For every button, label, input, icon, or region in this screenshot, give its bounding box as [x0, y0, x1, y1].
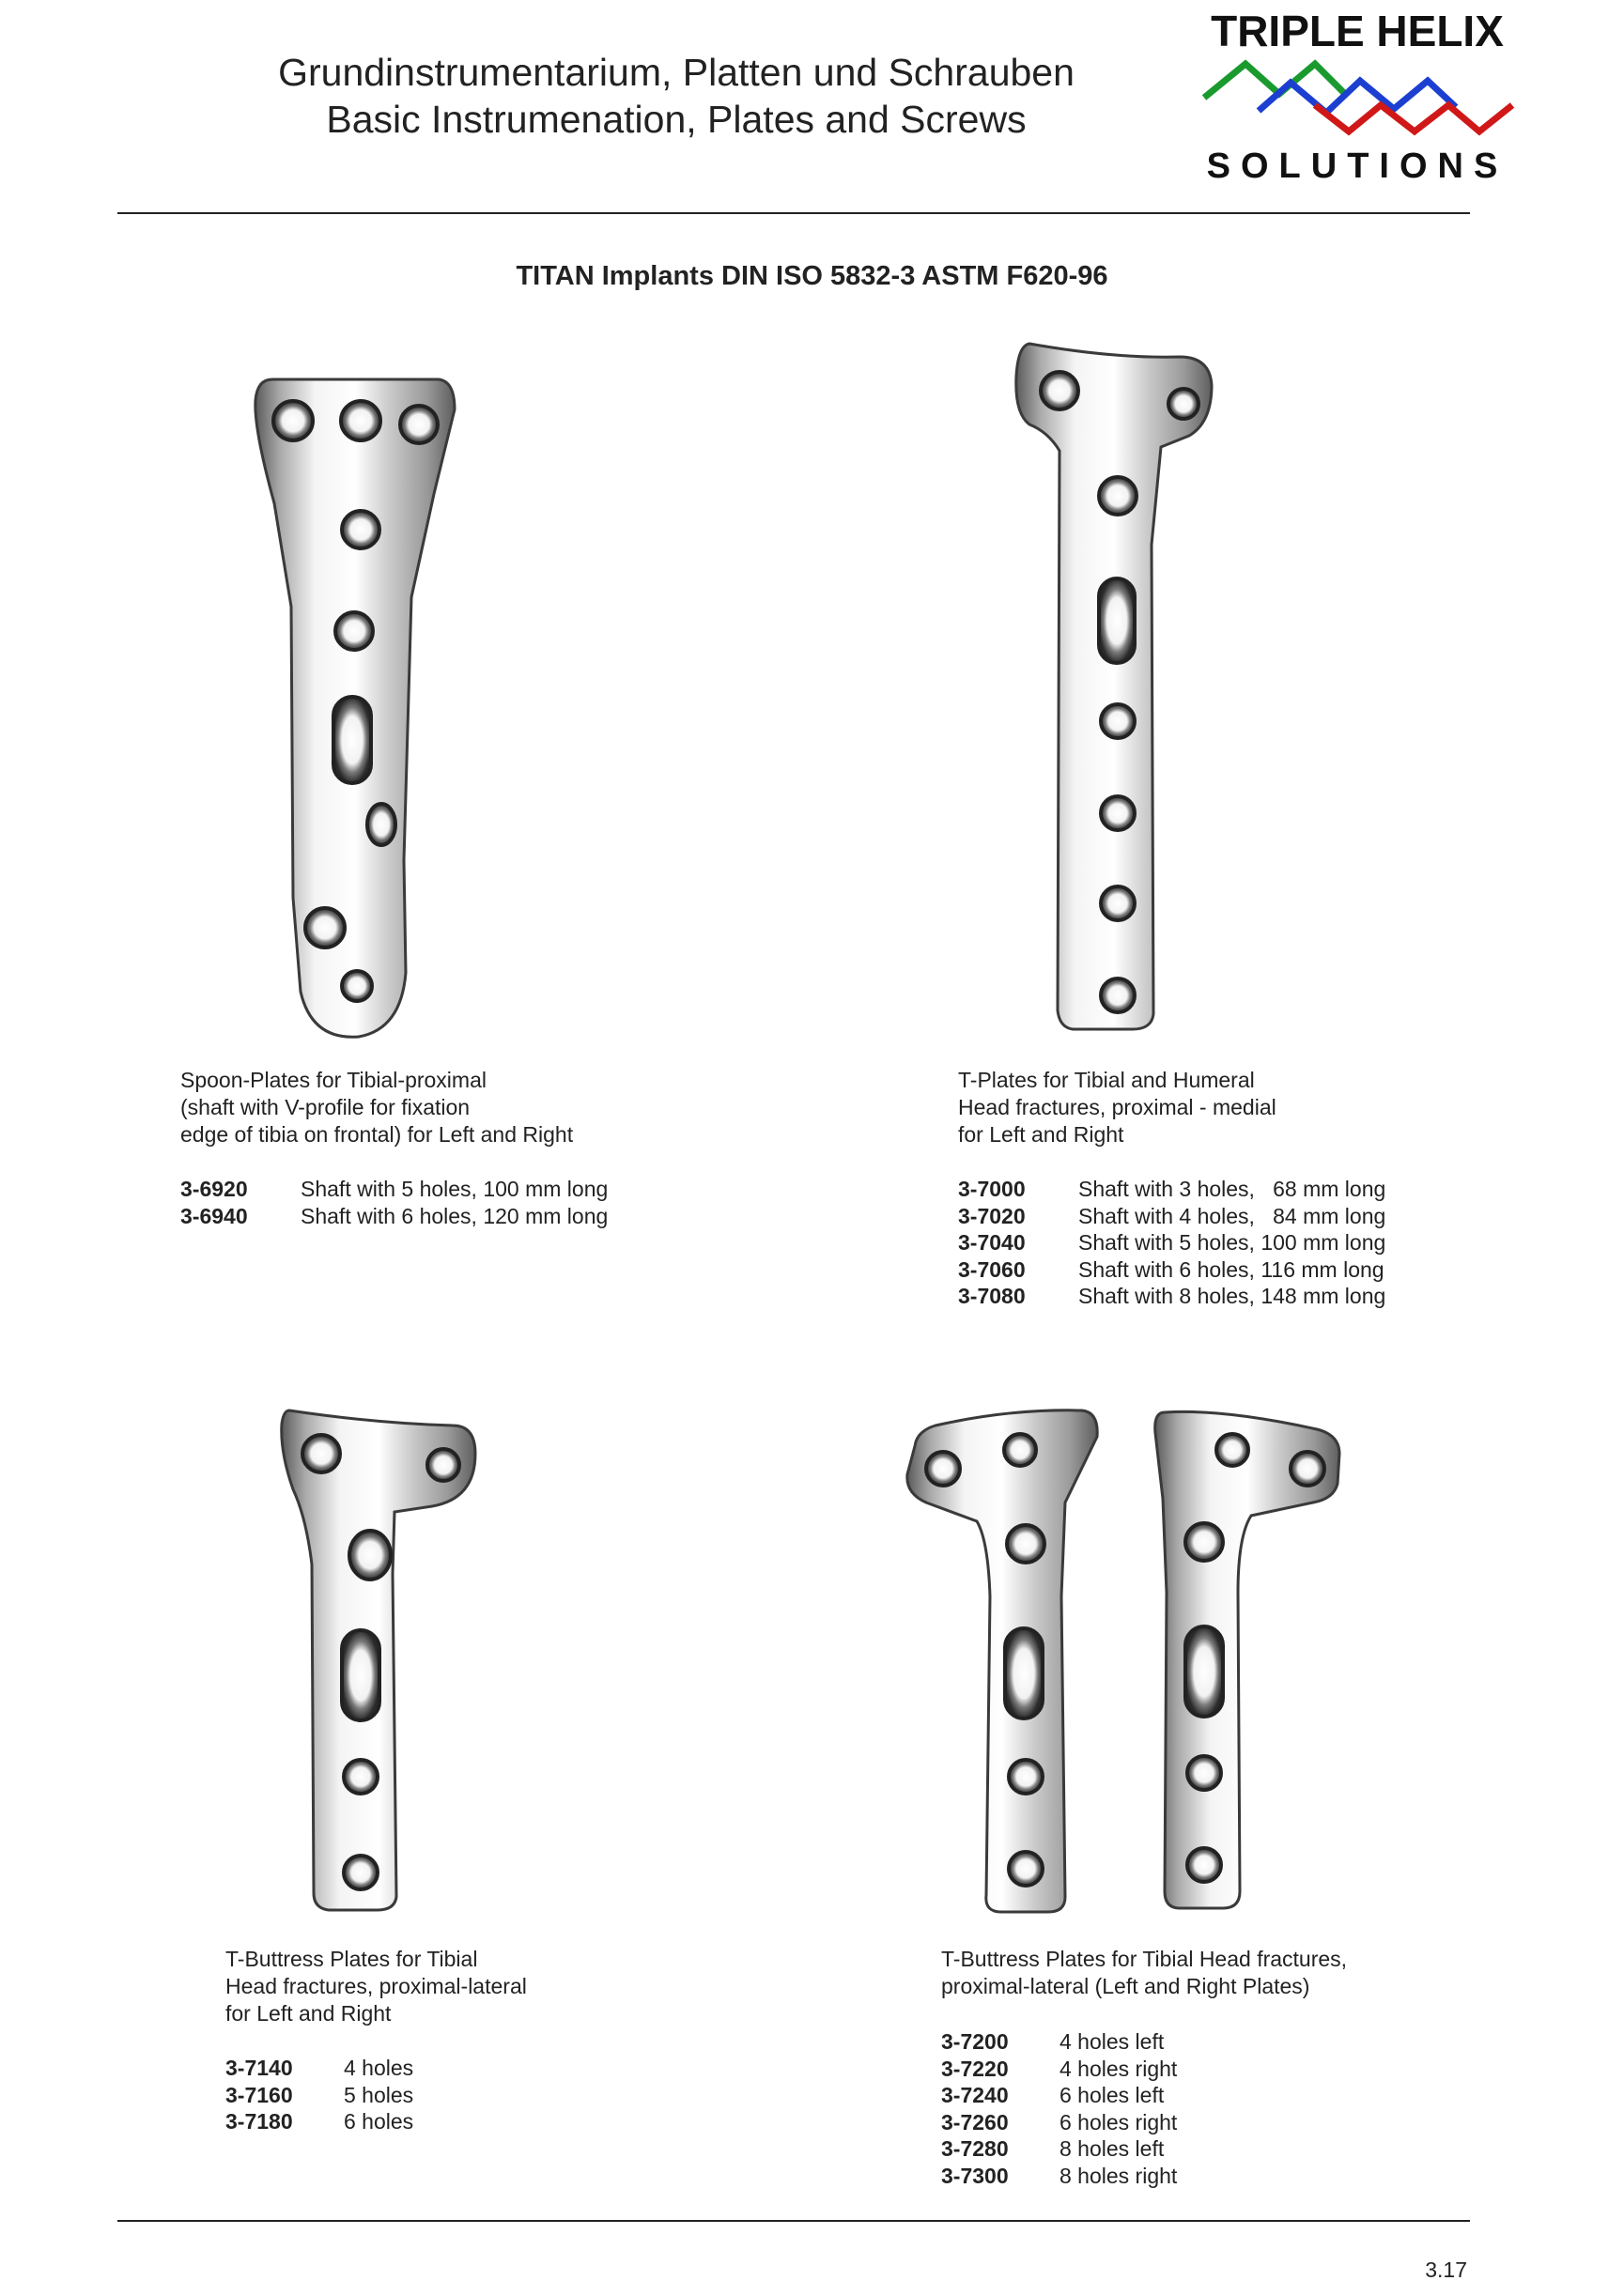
list-item: 3-7140 4 holes: [225, 2056, 414, 2080]
list-item: 3-7060 Shaft with 6 holes, 116 mm long: [958, 1256, 1384, 1282]
list-item: 3-7260 6 holes right: [941, 2109, 1178, 2134]
list-item: 3-6920 Shaft with 5 holes, 100 mm long: [180, 1177, 609, 1201]
list-item: 3-6940 Shaft with 6 holes, 120 mm long: [180, 1203, 609, 1228]
t-buttress-right-plate-image: [1148, 1405, 1354, 1912]
spoon-plate-image: [246, 372, 462, 1044]
t-plate-item-list: [958, 1176, 1385, 1310]
t-buttress-left-right-description: T-Buttress Plates for Tibial Head fractures, proximal-lateral (Left and Right Plates): [941, 1947, 1348, 1998]
footer-divider: [117, 2220, 1470, 2222]
list-item: 3-7080 Shaft with 8 holes, 148 mm long: [958, 1284, 1386, 1308]
logo-text-bottom: SOLUTIONS: [1206, 146, 1508, 186]
t-buttress-left-right-item-list: [941, 2028, 1177, 2189]
list-item: 3-7220 4 holes right: [941, 2056, 1178, 2081]
list-item: 3-7300 8 holes right: [941, 2163, 1178, 2188]
list-item: 3-7040 Shaft with 5 holes, 100 mm long: [958, 1230, 1386, 1255]
list-item: 3-7180 6 holes: [225, 2109, 414, 2134]
page-title: [216, 49, 1137, 143]
title-line-german: Grundinstrumentarium, Platten und Schrauben: [278, 51, 1075, 94]
header-divider: [117, 212, 1470, 214]
t-buttress-left-plate-image: [898, 1409, 1105, 1916]
section-subtitle: TITAN Implants DIN ISO 5832-3 ASTM F620-96: [516, 261, 1108, 291]
list-item: 3-7160 5 holes: [225, 2082, 414, 2107]
company-logo: [1193, 6, 1522, 193]
helix-logo-icon: [1193, 53, 1522, 146]
t-buttress-plate-description: T-Buttress Plates for Tibial Head fractures, proximal-lateral for Left and Right: [225, 1947, 527, 2026]
logo-text-top: TRIPLE HELIX: [1211, 7, 1504, 55]
list-item: 3-7000 Shaft with 3 holes, 68 mm long: [958, 1177, 1386, 1201]
spoon-plate-item-list: [180, 1176, 608, 1229]
list-item: 3-7020 Shaft with 4 holes, 84 mm long: [958, 1203, 1386, 1228]
list-item: 3-7280 8 holes left: [941, 2136, 1165, 2161]
title-line-english: Basic Instrumenation, Plates and Screws: [326, 98, 1027, 141]
t-buttress-plate-image: [274, 1405, 481, 1912]
t-plate-description: T-Plates for Tibial and Humeral Head fractures, proximal - medial for Left and Right: [958, 1068, 1276, 1147]
t-plate-image: [1011, 338, 1217, 1033]
spoon-plate-description: Spoon-Plates for Tibial-proximal (shaft with V-profile for fixation edge of tibia on frontal) for Left and Right: [180, 1068, 574, 1147]
list-item: 3-7240 6 holes left: [941, 2083, 1165, 2107]
t-buttress-plate-item-list: [225, 2055, 413, 2135]
page-number: 3.17: [1425, 2257, 1467, 2282]
list-item: 3-7200 4 holes left: [941, 2029, 1165, 2054]
